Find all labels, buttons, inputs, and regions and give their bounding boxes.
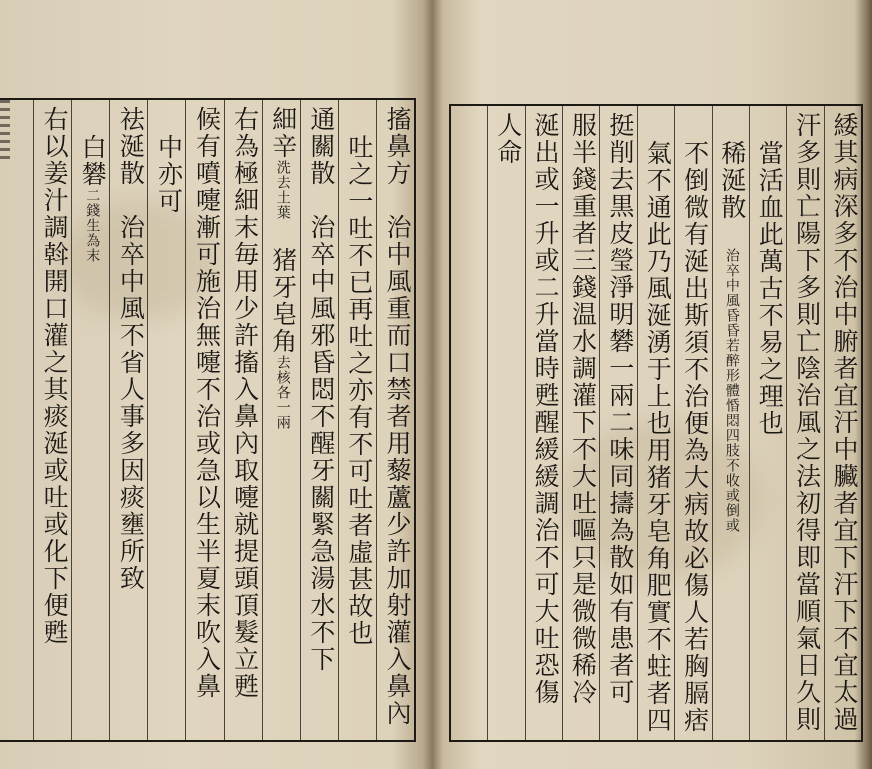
recipe-title: 通關散 xyxy=(306,106,336,187)
recipe-text: 治卒中風不省人事多因痰壅所致 xyxy=(116,214,146,592)
column-text: 汗多則亡陽下多則亡陰治風之法初得即當順氣日久則 xyxy=(792,112,822,733)
recipe-title: 搐鼻方 xyxy=(383,106,412,187)
left-col-10 xyxy=(33,100,71,740)
right-col-11 xyxy=(451,106,487,740)
left-col-7 xyxy=(147,100,185,740)
right-col-5 xyxy=(674,106,711,740)
ingredient: 細辛 xyxy=(268,106,298,160)
column-text: 人命 xyxy=(493,112,523,166)
ingredient: 白礬 xyxy=(78,134,108,188)
column-text: 候有噴嚏漸可施治無嚏不治或急以生半夏末吹入鼻 xyxy=(192,106,222,700)
left-col-9 xyxy=(71,100,109,740)
column-text: 當活血此萬古不易之理也 xyxy=(755,140,785,437)
recipe-title: 稀涎散 xyxy=(717,140,747,221)
column-text: 緌其病深多不治中腑者宜汗中臟者宜下汗下不宜太過 xyxy=(830,112,859,733)
left-col-5 xyxy=(224,100,262,740)
column-text: 涎出或一升或二升當時甦醒緩緩調治不可大吐恐傷 xyxy=(531,112,561,706)
right-col-6 xyxy=(637,106,674,740)
recipe-note: 治卒中風昏昏若醉形體惛悶四肢不收或倒或 xyxy=(723,248,740,533)
right-col-8 xyxy=(562,106,599,740)
right-col-10 xyxy=(487,106,524,740)
right-page-columns xyxy=(451,106,861,740)
left-col-4 xyxy=(262,100,300,740)
right-page-frame xyxy=(449,104,863,742)
left-col-3 xyxy=(300,100,338,740)
left-col-1 xyxy=(376,100,414,740)
left-col-11 xyxy=(0,100,33,740)
right-col-7 xyxy=(599,106,636,740)
ingredient-note: 二錢生為末 xyxy=(84,188,101,263)
column-text: 挺削去黒皮瑩淨明礬一兩二味同擣為散如有患者可 xyxy=(605,112,635,706)
ingredient-note: 去核各一兩 xyxy=(274,355,291,430)
column-text: 不倒微有涎出斯須不治便為大病故必傷人若胸膈痞 xyxy=(680,140,710,734)
recipe-text: 治卒中風邪昏悶不醒牙關緊急湯水不下 xyxy=(306,214,336,673)
right-col-2 xyxy=(786,106,823,740)
left-page-columns xyxy=(0,100,414,740)
right-page xyxy=(437,0,872,769)
left-col-6 xyxy=(185,100,223,740)
recipe-title: 祛涎散 xyxy=(116,106,146,187)
column-text: 吐之一吐不已再吐之亦有不可吐者虛甚故也 xyxy=(344,134,374,647)
ingredient-note: 洗去土葉 xyxy=(274,160,291,220)
column-text: 右以姜汁調斡開口灌之其痰涎或吐或化下便甦 xyxy=(40,106,70,646)
recipe-text: 治中風重而口禁者用藜蘆少許加射灌入鼻內 xyxy=(383,214,412,727)
left-col-2 xyxy=(338,100,376,740)
column-text: 服半錢重者三錢温水調灌下不大吐嘔只是微微稀冷 xyxy=(568,112,598,706)
left-col-8 xyxy=(109,100,147,740)
right-col-4 xyxy=(712,106,749,740)
right-col-1 xyxy=(824,106,861,740)
left-page-frame xyxy=(0,98,416,742)
column-text: 氣不通此乃風涎湧于上也用猪牙皂角肥實不蛀者四 xyxy=(643,140,673,734)
column-text: 中亦可 xyxy=(154,134,184,215)
ingredient: 猪牙皂角 xyxy=(268,247,298,355)
column-text: 右為極細末毎用少許搐入鼻內取嚏就提頭頂髮立甦 xyxy=(230,106,260,700)
left-page xyxy=(0,0,425,769)
right-col-3 xyxy=(749,106,786,740)
right-col-9 xyxy=(525,106,562,740)
